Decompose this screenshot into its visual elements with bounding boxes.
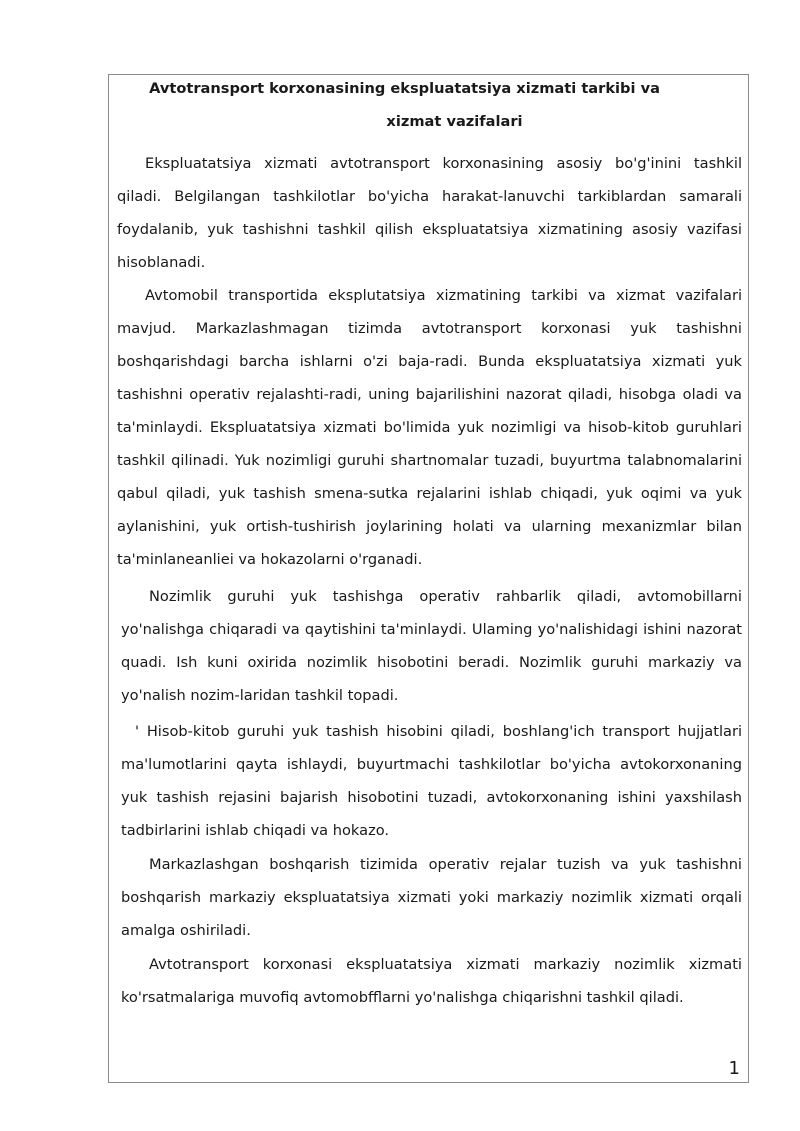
- paragraph-6: Avtotransport korxonasi ekspluatatsiya xizmati markaziy nozimlik xizmati ko'rsatmalariga muvofiq avtomobfflarni yo'nalishga chiqarishni tashkil qiladi.: [121, 956, 742, 1006]
- paragraph-3: Nozimlik guruhi yuk tashishga operativ rahbarlik qiladi, avtomobillarni yo'nalishga chiqaradi va qaytishini ta'minlaydi. Ulaming yo'nalishidagi ishini nazorat quadi. Ish kuni oxirida nozimlik hisobotini beradi. Nozimlik guruhi markaziy va yo'nalish nozim-laridan tashkil topadi.: [121, 588, 742, 704]
- page-frame: [108, 74, 749, 1083]
- paragraph-2: Avtomobil transportida eksplutatsiya xizmatining tarkibi va xizmat vazifalari mavjud. Markazlashmagan tizimda avtotransport korxonasi yuk tashishni boshqarishdagi barcha ishlarni o'zi baja-radi. Bunda ekspluatatsiya xizmati yuk tashishni operativ rejalashti-radi, uning bajarilishini nazorat qiladi, hisobga oladi va ta'minlaydi. Ekspluatatsiya xizmati bo'limida yuk nozimligi va hisob-kitob guruhlari tashkil qilinadi. Yuk nozimligi guruhi shartnomalar tuzadi, buyurtma talabnomalarini qabul qiladi, yuk tashish smena-sutka rejalarini ishlab chiqadi, yuk oqimi va yuk aylanishini, yuk ortish-tushirish joylarining holati va ularning mexanizmlar bilan ta'minlaneanliei va hokazolarni o'rganadi.: [117, 287, 742, 568]
- body-text-section-b: [121, 580, 742, 1014]
- body-text-section-a: [117, 147, 742, 576]
- document-title-line-2: xizmat vazifalari: [386, 113, 523, 130]
- page-number: 1: [728, 1058, 740, 1079]
- paragraph-5: Markazlashgan boshqarish tizimida operativ rejalar tuzish va yuk tashishni boshqarish markaziy ekspluatatsiya xizmati yoki markaziy nozimlik xizmati orqali amalga oshiriladi.: [121, 856, 742, 939]
- paragraph-1: Ekspluatatsiya xizmati avtotransport korxonasining asosiy bo'g'inini tashkil qiladi. Belgilangan tashkilotlar bo'yicha harakat-lanuvchi tarkiblardan samarali foydalanib, yuk tashishni tashkil qilish ekspluatatsiya xizmatining asosiy vazifasi hisoblanadi.: [117, 155, 742, 271]
- document-title-line-1: Avtotransport korxonasining ekspluatatsiya xizmati tarkibi va: [149, 80, 660, 97]
- paragraph-4: ' Hisob-kitob guruhi yuk tashish hisobini qiladi, boshlang'ich transport hujjatlari ma'lumotlarini qayta ishlaydi, buyurtmachi tashkilotlar bo'yicha avtokorxonaning yuk tashish rejasini bajarish hisobotini tuzadi, avtokorxonaning ishini yaxshilash tadbirlarini ishlab chiqadi va hokazo.: [121, 723, 742, 839]
